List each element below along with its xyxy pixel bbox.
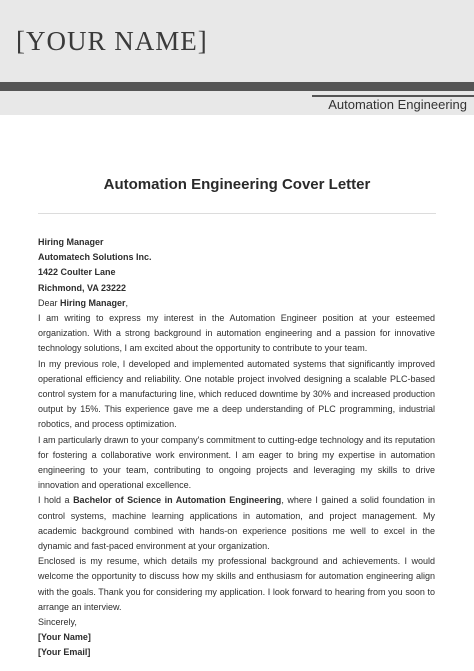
applicant-name: [YOUR NAME]	[16, 26, 208, 56]
document-title: Automation Engineering Cover Letter	[103, 176, 371, 193]
header-divider-bar	[0, 82, 474, 91]
paragraph-closing: Enclosed is my resume, which details my professional background and achievements. I would welcome the opportunity to discuss how my skills and enthusiasm for automation engineering align with the goals. Thank you for considering my application. I look forward to hearing from you soon to arrange an interview.	[38, 556, 435, 612]
title-rule	[38, 213, 436, 214]
recipient-company: Automatech Solutions Inc.	[38, 252, 152, 263]
paragraph-intro: I am writing to express my interest in the Automation Engineer position at your esteemed organization. With a strong background in automation engineering and a passion for innovative technology solutions, I am excited about the opportunity to contribute to your team.	[38, 313, 435, 354]
education-pre: I hold a	[38, 495, 74, 506]
paragraph-experience: In my previous role, I developed and implemented automated systems that significantly improved operational efficiency and reliability. One notable project involved designing a scalable PLC-based control system for a manufacturing line, which reduced downtime by 30% and increased production output by 15%. This experience gave me a deep understanding of PLC programming, industrial robotics, and process optimization.	[38, 358, 435, 430]
salutation	[38, 296, 435, 311]
recipient-role: Hiring Manager	[38, 237, 104, 247]
signature-name: [Your Name]	[38, 632, 91, 643]
salutation-name: Hiring Manager	[60, 297, 126, 308]
signature-email: [Your Email]	[38, 647, 91, 658]
recipient-street: 1422 Coulter Lane	[38, 267, 116, 278]
paragraph-education	[38, 493, 435, 554]
job-title: Automation Engineering	[328, 97, 467, 112]
salutation-suffix: ,	[125, 297, 129, 308]
education-degree: Bachelor of Science in Automation Engineering	[73, 495, 282, 506]
education-post: , where I gained a solid foundation in control systems, machine learning applications in automation, and project management. My academic background combined with hands-on experience positions me well to excel in the dynamic and fast-paced environment at your organization.	[38, 495, 435, 552]
sign-off: Sincerely,	[38, 617, 77, 628]
recipient-city: Richmond, VA 23222	[38, 282, 127, 293]
salutation-prefix: Dear	[38, 297, 61, 308]
letter-body	[38, 235, 435, 661]
paragraph-company-fit: I am particularly drawn to your company's commitment to cutting-edge technology and its reputation for fostering a collaborative work environment. I am eager to bring my expertise in automation engineering to your team, contributing to ongoing projects and leveraging my skills to drive innovation and operational excellence.	[38, 434, 435, 491]
